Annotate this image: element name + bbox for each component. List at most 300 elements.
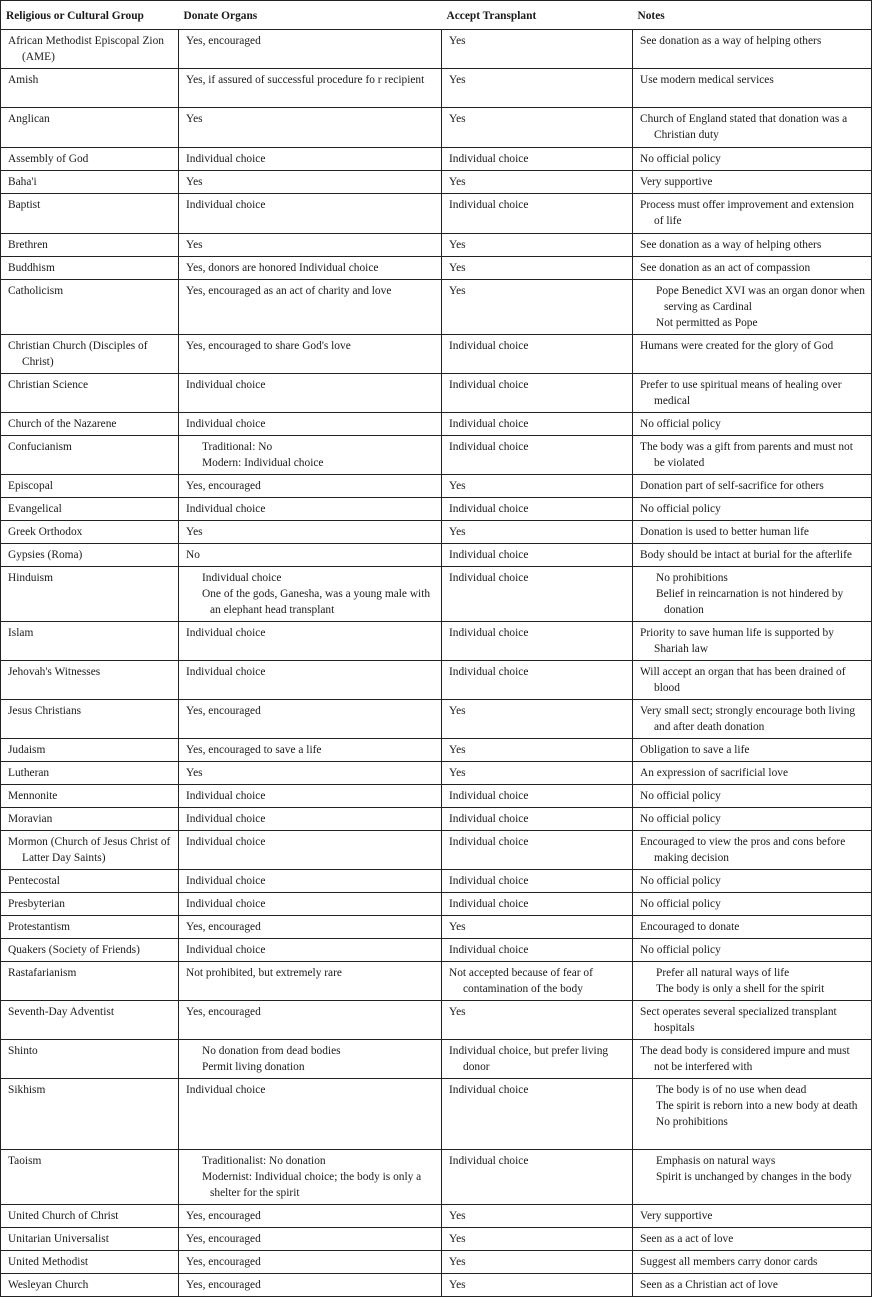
group-name: Jesus Christians (8, 705, 82, 717)
cell-donate-organs (179, 69, 442, 108)
note-line: The body is only a shell for the spirit (656, 983, 825, 995)
note-line: No official policy (640, 875, 721, 887)
accept-value: Individual choice (449, 944, 529, 956)
note-line: Obligation to save a life (640, 744, 750, 756)
donate-line: Yes, encouraged (186, 480, 261, 492)
cell-notes (633, 1228, 872, 1251)
accept-value: Yes (449, 1279, 466, 1291)
cell-accept-transplant (442, 962, 633, 1001)
accept-value: Individual choice (449, 790, 529, 802)
cell-group (1, 700, 179, 739)
accept-value: Yes (449, 74, 466, 86)
group-name: Confucianism (8, 441, 72, 453)
table-row (1, 280, 872, 335)
donate-line: Individual choice (202, 572, 282, 584)
cell-group (1, 1251, 179, 1274)
group-name: Moravian (8, 813, 53, 825)
table-row (1, 739, 872, 762)
donate-line: Individual choice (186, 418, 266, 430)
table-row (1, 831, 872, 870)
header-accept-transplant: Accept Transplant (442, 1, 633, 30)
accept-value: Yes (449, 705, 466, 717)
donate-line: Yes (186, 176, 203, 188)
donate-line: Yes, encouraged as an act of charity and love (186, 285, 392, 297)
note-line: No official policy (640, 418, 721, 430)
cell-group (1, 622, 179, 661)
accept-value: Yes (449, 239, 466, 251)
cell-notes (633, 30, 872, 69)
note-line: No official policy (640, 790, 721, 802)
donate-line: Individual choice (186, 790, 266, 802)
donate-line: Yes (186, 526, 203, 538)
note-line: Body should be intact at burial for the afterlife (640, 549, 852, 561)
donate-line: Yes, encouraged (186, 1279, 261, 1291)
cell-donate-organs (179, 148, 442, 171)
note-line: Humans were created for the glory of God (640, 340, 834, 352)
cell-accept-transplant (442, 1228, 633, 1251)
group-name: Christian Science (8, 379, 89, 391)
cell-notes (633, 374, 872, 413)
cell-notes (633, 1040, 872, 1079)
group-name: Baptist (8, 199, 41, 211)
cell-donate-organs (179, 870, 442, 893)
cell-group (1, 831, 179, 870)
cell-accept-transplant (442, 335, 633, 374)
donate-line: Yes, encouraged (186, 35, 261, 47)
cell-donate-organs (179, 661, 442, 700)
table-row (1, 785, 872, 808)
group-name: Gypsies (Roma) (8, 549, 83, 561)
table-row (1, 171, 872, 194)
table-row (1, 521, 872, 544)
cell-donate-organs (179, 171, 442, 194)
note-line: Very small sect; strongly encourage both living and after death donation (640, 705, 856, 733)
cell-accept-transplant (442, 436, 633, 475)
accept-value: Yes (449, 1006, 466, 1018)
table-row (1, 1040, 872, 1079)
donate-line: Not prohibited, but extremely rare (186, 967, 342, 979)
cell-group (1, 544, 179, 567)
cell-accept-transplant (442, 498, 633, 521)
group-name: Jehovah's Witnesses (8, 666, 101, 678)
cell-accept-transplant (442, 148, 633, 171)
note-line: The dead body is considered impure and must not be interfered with (640, 1045, 850, 1073)
group-name: Rastafarianism (8, 967, 77, 979)
note-line: Encouraged to view the pros and cons before making decision (640, 836, 846, 864)
cell-group (1, 374, 179, 413)
accept-value: Yes (449, 1256, 466, 1268)
note-line: See donation as an act of compassion (640, 262, 811, 274)
group-name: African Methodist Episcopal Zion (AME) (8, 35, 164, 63)
table-row (1, 893, 872, 916)
group-name: Pentecostal (8, 875, 60, 887)
table-row (1, 544, 872, 567)
donate-line: Yes, encouraged to share God's love (186, 340, 351, 352)
note-line: Sect operates several specialized transplant hospitals (640, 1006, 837, 1034)
note-line: Very supportive (640, 176, 713, 188)
cell-accept-transplant (442, 739, 633, 762)
note-line: Very supportive (640, 1210, 713, 1222)
cell-accept-transplant (442, 69, 633, 108)
group-name: Greek Orthodox (8, 526, 83, 538)
cell-notes (633, 148, 872, 171)
donate-line: Individual choice (186, 875, 266, 887)
cell-notes (633, 762, 872, 785)
table-row (1, 939, 872, 962)
donate-line: Individual choice (186, 836, 266, 848)
accept-value: Yes (449, 113, 466, 125)
cell-group (1, 30, 179, 69)
table-row (1, 916, 872, 939)
cell-group (1, 1040, 179, 1079)
accept-value: Yes (449, 35, 466, 47)
cell-donate-organs (179, 1001, 442, 1040)
group-name: Presbyterian (8, 898, 65, 910)
table-row (1, 1228, 872, 1251)
cell-donate-organs (179, 916, 442, 939)
cell-notes (633, 808, 872, 831)
accept-value: Individual choice (449, 875, 529, 887)
group-name: United Church of Christ (8, 1210, 119, 1222)
cell-donate-organs (179, 893, 442, 916)
note-line: Emphasis on natural ways (656, 1155, 776, 1167)
group-name: Evangelical (8, 503, 62, 515)
accept-value: Yes (449, 285, 466, 297)
donate-line: Yes, encouraged (186, 1210, 261, 1222)
cell-notes (633, 69, 872, 108)
accept-value: Yes (449, 176, 466, 188)
cell-group (1, 916, 179, 939)
cell-donate-organs (179, 700, 442, 739)
header-row (1, 1, 872, 30)
cell-accept-transplant (442, 762, 633, 785)
cell-notes (633, 498, 872, 521)
cell-accept-transplant (442, 413, 633, 436)
cell-notes (633, 567, 872, 622)
cell-donate-organs (179, 762, 442, 785)
accept-value: Individual choice (449, 627, 529, 639)
cell-notes (633, 870, 872, 893)
note-line: Seen as a act of love (640, 1233, 734, 1245)
cell-notes (633, 939, 872, 962)
cell-notes (633, 700, 872, 739)
group-name: Quakers (Society of Friends) (8, 944, 140, 956)
cell-notes (633, 785, 872, 808)
cell-group (1, 69, 179, 108)
cell-notes (633, 413, 872, 436)
table-row (1, 69, 872, 108)
note-line: See donation as a way of helping others (640, 239, 822, 251)
cell-accept-transplant (442, 374, 633, 413)
accept-value: Individual choice (449, 441, 529, 453)
cell-donate-organs (179, 413, 442, 436)
cell-donate-organs (179, 1205, 442, 1228)
cell-accept-transplant (442, 234, 633, 257)
cell-accept-transplant (442, 257, 633, 280)
cell-notes (633, 1150, 872, 1205)
group-name: Islam (8, 627, 34, 639)
accept-value: Individual choice (449, 503, 529, 515)
cell-donate-organs (179, 1040, 442, 1079)
cell-accept-transplant (442, 808, 633, 831)
group-name: Mormon (Church of Jesus Christ of Latter Day Saints) (8, 836, 171, 864)
donate-line: Yes, encouraged to save a life (186, 744, 322, 756)
group-name: Christian Church (Disciples of Christ) (8, 340, 148, 368)
cell-notes (633, 521, 872, 544)
note-line: The body is of no use when dead (656, 1084, 807, 1096)
donate-line: Yes (186, 113, 203, 125)
cell-donate-organs (179, 30, 442, 69)
table-row (1, 1150, 872, 1205)
group-name: Anglican (8, 113, 50, 125)
note-line: Prefer to use spiritual means of healing over medical (640, 379, 842, 407)
cell-group (1, 335, 179, 374)
accept-value: Yes (449, 744, 466, 756)
group-name: Taoism (8, 1155, 42, 1167)
table-row (1, 436, 872, 475)
cell-donate-organs (179, 1150, 442, 1205)
accept-value: Yes (449, 1233, 466, 1245)
note-line: An expression of sacrificial love (640, 767, 789, 779)
cell-accept-transplant (442, 1150, 633, 1205)
cell-accept-transplant (442, 1001, 633, 1040)
cell-notes (633, 962, 872, 1001)
cell-group (1, 148, 179, 171)
note-line: No official policy (640, 898, 721, 910)
table-row (1, 234, 872, 257)
cell-group (1, 1205, 179, 1228)
table-row (1, 700, 872, 739)
group-name: Mennonite (8, 790, 58, 802)
note-line: Church of England stated that donation was a Christian duty (640, 113, 848, 141)
cell-group (1, 739, 179, 762)
accept-value: Individual choice (449, 549, 529, 561)
donate-line: Yes, encouraged (186, 1006, 261, 1018)
table-row (1, 30, 872, 69)
donate-line: Yes, encouraged (186, 1233, 261, 1245)
accept-value: Individual choice (449, 666, 529, 678)
cell-accept-transplant (442, 831, 633, 870)
header-donate-organs: Donate Organs (179, 1, 442, 30)
note-line: Seen as a Christian act of love (640, 1279, 778, 1291)
cell-group (1, 1274, 179, 1297)
donate-line: Traditional: No (202, 441, 273, 453)
cell-donate-organs (179, 194, 442, 234)
cell-group (1, 257, 179, 280)
group-name: Buddhism (8, 262, 55, 274)
accept-value: Yes (449, 767, 466, 779)
note-line: No prohibitions (656, 1116, 728, 1128)
cell-notes (633, 335, 872, 374)
cell-donate-organs (179, 1228, 442, 1251)
cell-donate-organs (179, 257, 442, 280)
cell-group (1, 280, 179, 335)
table-row (1, 762, 872, 785)
cell-accept-transplant (442, 785, 633, 808)
accept-value: Individual choice (449, 1084, 529, 1096)
cell-notes (633, 257, 872, 280)
group-name: Assembly of God (8, 153, 89, 165)
donate-line: Permit living donation (202, 1061, 305, 1073)
donate-line: Modernist: Individual choice; the body is only a shelter for the spirit (202, 1171, 422, 1199)
cell-group (1, 108, 179, 148)
cell-donate-organs (179, 739, 442, 762)
note-line: Priority to save human life is supported by Shariah law (640, 627, 834, 655)
cell-donate-organs (179, 374, 442, 413)
cell-accept-transplant (442, 893, 633, 916)
cell-notes (633, 1001, 872, 1040)
cell-notes (633, 916, 872, 939)
accept-value: Individual choice (449, 153, 529, 165)
cell-notes (633, 1274, 872, 1297)
table-row (1, 1274, 872, 1297)
group-name: Wesleyan Church (8, 1279, 89, 1291)
group-name: Shinto (8, 1045, 38, 1057)
note-line: The spirit is reborn into a new body at death (656, 1100, 858, 1112)
donate-line: Individual choice (186, 944, 266, 956)
cell-donate-organs (179, 567, 442, 622)
cell-accept-transplant (442, 544, 633, 567)
group-name: Episcopal (8, 480, 53, 492)
note-line: The body was a gift from parents and must not be violated (640, 441, 853, 469)
cell-notes (633, 739, 872, 762)
accept-value: Individual choice (449, 379, 529, 391)
group-name: Baha'i (8, 176, 37, 188)
cell-group (1, 234, 179, 257)
table-row (1, 498, 872, 521)
cell-accept-transplant (442, 1274, 633, 1297)
table-body (1, 30, 872, 1297)
cell-notes (633, 893, 872, 916)
accept-value: Individual choice (449, 418, 529, 430)
accept-value: Individual choice (449, 572, 529, 584)
cell-notes (633, 1079, 872, 1150)
group-name: Judaism (8, 744, 46, 756)
group-name: Protestantism (8, 921, 71, 933)
donate-line: No donation from dead bodies (202, 1045, 341, 1057)
cell-group (1, 1228, 179, 1251)
table-row (1, 1205, 872, 1228)
table-row (1, 148, 872, 171)
note-line: Process must offer improvement and extension of life (640, 199, 854, 227)
table-row (1, 808, 872, 831)
cell-accept-transplant (442, 521, 633, 544)
cell-group (1, 567, 179, 622)
cell-group (1, 1150, 179, 1205)
cell-group (1, 893, 179, 916)
cell-donate-organs (179, 234, 442, 257)
note-line: Prefer all natural ways of life (656, 967, 790, 979)
cell-notes (633, 622, 872, 661)
cell-group (1, 870, 179, 893)
accept-value: Individual choice (449, 813, 529, 825)
accept-value: Not accepted because of fear of contamination of the body (449, 967, 593, 995)
cell-donate-organs (179, 1079, 442, 1150)
cell-donate-organs (179, 1251, 442, 1274)
table-row (1, 335, 872, 374)
cell-donate-organs (179, 475, 442, 498)
accept-value: Yes (449, 480, 466, 492)
group-name: Amish (8, 74, 39, 86)
table-row (1, 108, 872, 148)
accept-value: Yes (449, 921, 466, 933)
donate-line: Yes, encouraged (186, 1256, 261, 1268)
donate-line: Yes (186, 767, 203, 779)
cell-notes (633, 194, 872, 234)
cell-group (1, 498, 179, 521)
cell-notes (633, 108, 872, 148)
cell-donate-organs (179, 939, 442, 962)
note-line: Donation part of self-sacrifice for others (640, 480, 824, 492)
cell-accept-transplant (442, 700, 633, 739)
donate-line: Yes, encouraged (186, 921, 261, 933)
donate-line: Modern: Individual choice (202, 457, 324, 469)
donate-line: Individual choice (186, 627, 266, 639)
note-line: No prohibitions (656, 572, 728, 584)
note-line: Will accept an organ that has been drained of blood (640, 666, 846, 694)
table-row (1, 567, 872, 622)
note-line: Suggest all members carry donor cards (640, 1256, 818, 1268)
table-row (1, 1001, 872, 1040)
cell-accept-transplant (442, 194, 633, 234)
cell-group (1, 171, 179, 194)
header-group: Religious or Cultural Group (1, 1, 179, 30)
donate-line: Individual choice (186, 379, 266, 391)
note-line: Not permitted as Pope (656, 317, 758, 329)
donate-line: Individual choice (186, 813, 266, 825)
cell-notes (633, 475, 872, 498)
cell-notes (633, 280, 872, 335)
cell-donate-organs (179, 544, 442, 567)
accept-value: Yes (449, 1210, 466, 1222)
table-row (1, 870, 872, 893)
accept-value: Individual choice (449, 340, 529, 352)
donate-line: Individual choice (186, 898, 266, 910)
accept-value: Individual choice, but prefer living donor (449, 1045, 609, 1073)
note-line: No official policy (640, 153, 721, 165)
table-header (1, 1, 872, 30)
cell-donate-organs (179, 498, 442, 521)
note-line: No official policy (640, 944, 721, 956)
cell-accept-transplant (442, 661, 633, 700)
cell-group (1, 808, 179, 831)
accept-value: Individual choice (449, 836, 529, 848)
cell-group (1, 762, 179, 785)
cell-accept-transplant (442, 280, 633, 335)
cell-notes (633, 436, 872, 475)
cell-donate-organs (179, 436, 442, 475)
cell-notes (633, 661, 872, 700)
cell-group (1, 521, 179, 544)
cell-donate-organs (179, 108, 442, 148)
donate-line: Yes, if assured of successful procedure fo r recipient (186, 74, 425, 86)
cell-accept-transplant (442, 1079, 633, 1150)
cell-group (1, 962, 179, 1001)
cell-donate-organs (179, 1274, 442, 1297)
group-name: Church of the Nazarene (8, 418, 117, 430)
cell-notes (633, 1251, 872, 1274)
note-line: Use modern medical services (640, 74, 774, 86)
group-name: Seventh-Day Adventist (8, 1006, 114, 1018)
group-name: Catholicism (8, 285, 64, 297)
cell-accept-transplant (442, 870, 633, 893)
cell-notes (633, 234, 872, 257)
cell-notes (633, 831, 872, 870)
group-name: Unitarian Universalist (8, 1233, 109, 1245)
accept-value: Yes (449, 526, 466, 538)
note-line: No official policy (640, 813, 721, 825)
table-row (1, 413, 872, 436)
